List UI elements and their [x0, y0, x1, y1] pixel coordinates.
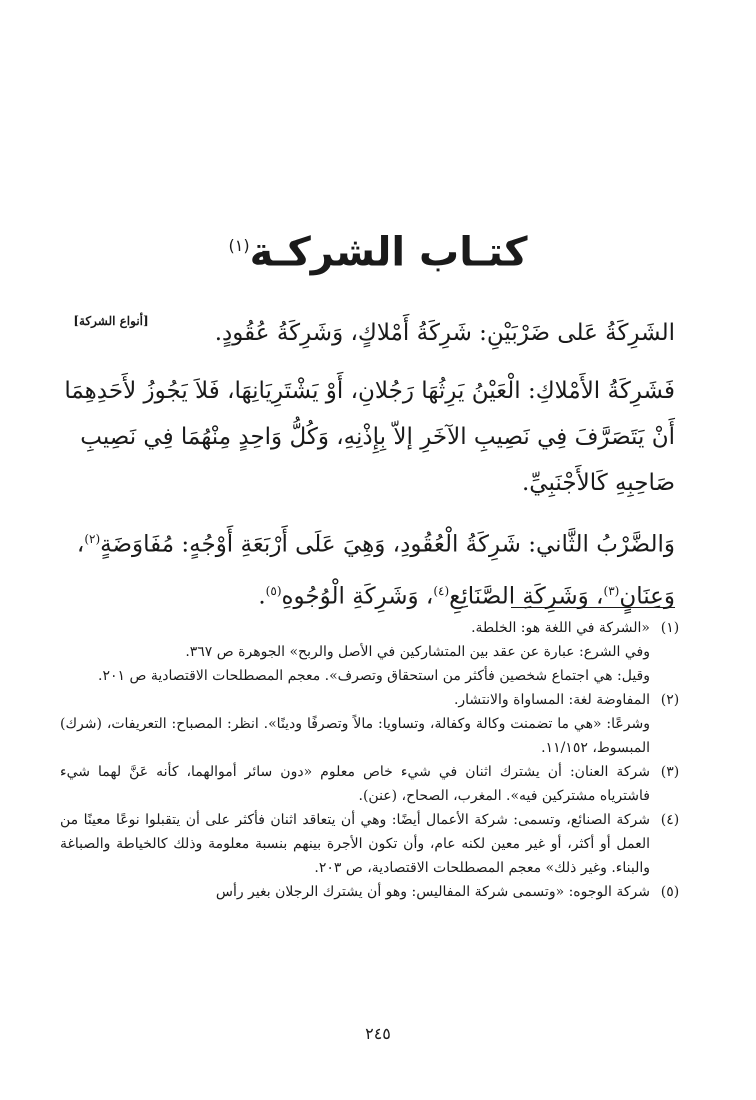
footnote-line: «الشركة في اللغة هو: الخلطة. — [471, 620, 650, 636]
chapter-title — [0, 218, 756, 280]
paragraph-3-part-b: ، وَعِنَانٍ — [76, 531, 675, 610]
footnote-3 — [60, 760, 690, 808]
paragraph-3-part-a: وَالضَّرْبُ الثَّاني: شَرِكَةُ الْعُقُودِ، وَهِيَ عَلَى أَرْبَعَةِ أَوْجُهٍ: مُفَاوَضَةٍ — [100, 531, 675, 558]
footnote-ref-5: (٥) — [265, 583, 282, 598]
footnote-1 — [60, 616, 690, 688]
footnote-body — [60, 688, 650, 760]
footnote-number: (١) — [660, 620, 680, 636]
paragraph-3-part-e: . — [258, 583, 266, 610]
paragraph-3-part-d: ، وَشَرِكَةِ الْوُجُوهِ — [281, 583, 434, 610]
footnote-ref-4: (٤) — [433, 583, 450, 598]
footnotes — [60, 616, 690, 904]
paragraph-2 — [60, 368, 675, 506]
paragraph-3-text — [60, 516, 675, 619]
footnote-number: (٤) — [660, 812, 680, 828]
chapter-footnote-ref: (١) — [228, 236, 250, 255]
paragraph-3 — [60, 516, 675, 619]
margin-note: [أنواع الشركة] — [73, 314, 149, 328]
footnote-divider — [511, 607, 675, 608]
paragraph-1 — [160, 310, 675, 356]
footnote-body — [60, 760, 650, 808]
footnote-number: (٢) — [660, 692, 680, 708]
chapter-title-text: كتـاب الشركـة — [249, 229, 528, 276]
footnote-line: شركة الوجوه: «وتسمى شركة المفاليس: وهو أن يشترك الرجلان بغير رأس — [215, 884, 650, 900]
paragraph-1-text: الشَرِكَةُ عَلى ضَرْبَيْنِ: شَرِكَةُ أَمْلاكٍ، وَشَرِكَةُ عُقُودٍ. — [214, 320, 675, 346]
footnote-body — [60, 880, 650, 904]
footnote-body — [60, 808, 650, 880]
footnote-number: (٥) — [660, 884, 680, 900]
footnote-number: (٣) — [660, 764, 680, 780]
footnote-ref-3: (٣) — [603, 583, 620, 598]
footnote-line: وقيل: هي اجتماع شخصين فأكثر من استحقاق وتصرف». معجم المصطلحات الاقتصادية ص ٢٠١. — [98, 668, 650, 684]
footnote-body — [60, 616, 650, 688]
footnote-line: شركة الصنائع، وتسمى: شركة الأعمال أيضًا: وهي أن يتعاقد اثنان فأكثر على أن يتقبلوا نوعًا معينًا من العمل أو أكثر، أو غير معين لكنه عام، وأن تكون الأجرة بينهم بنسبة معلومة وذلك كالخياطة والصباغة والبناء. وغير ذلك» معجم المصطلحات الاقتصادية، ص ٢٠٣. — [60, 812, 650, 876]
paragraph-2-text: فَشَرِكَةُ الأَمْلاكِ: الْعَيْنُ يَرِثُهَا رَجُلانِ، أَوْ يَشْتَرِيَانِهَا، فَلاَ يَجُوزُ لأَحَدِهِمَا أَنْ يَتَصَرَّفَ فِي نَصِيبِ الآخَرِ إلاّ بِإِذْنِهِ، وَكُلُّ وَاحِدٍ مِنْهُمَا فِي نَصِيبِ صَاحِبِهِ كَالأَجْنَبِيِّ. — [64, 378, 675, 496]
footnote-4 — [60, 808, 690, 880]
footnote-line: وفي الشرع: عبارة عن عقد بين المتشاركين في الأصل والربح» الجوهرة ص ٣٦٧. — [185, 644, 650, 660]
page-number: ٢٤٥ — [365, 1024, 391, 1043]
footnote-line: شركة العنان: أن يشترك اثنان في شيء خاص معلوم «دون سائر أموالهما، كأنه عَنَّ لهما شيء فاشترياه مشتركين فيه». المغرب، الصحاح، (عنن). — [60, 764, 650, 804]
footnote-2 — [60, 688, 690, 760]
footnote-line: وشرعًا: «هي ما تضمنت وكالة وكفالة، وتساويا: مالاً وتصرفًا ودينًا». انظر: المصباح: التعريفات، (شرك) المبسوط، ١١/١٥٢. — [60, 716, 650, 756]
footnote-5 — [60, 880, 690, 904]
footnote-ref-2: (٢) — [84, 532, 101, 546]
footnote-line: المفاوضة لغة: المساواة والانتشار. — [453, 692, 650, 708]
paragraph-3-part-c: ، وَشَرِكَةِ الصَّنَائِعِ — [449, 583, 604, 610]
